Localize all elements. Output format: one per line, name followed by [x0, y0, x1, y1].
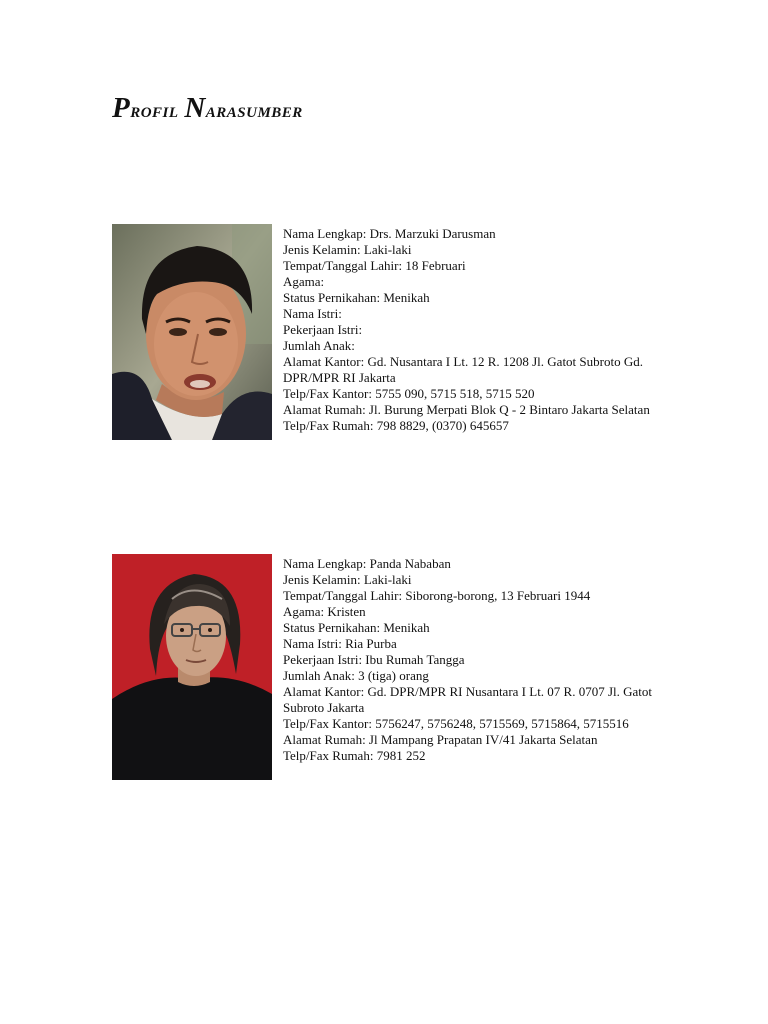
profile-line: Alamat Kantor: Gd. Nusantara I Lt. 12 R. 1208 Jl. Gatot Subroto Gd. DPR/MPR RI Jakarta [283, 354, 643, 385]
profile-line: Status Pernikahan: Menikah [283, 290, 430, 305]
profile-line: Pekerjaan Istri: [283, 322, 363, 337]
title-initial-2: N [184, 92, 206, 124]
profile-line: Tempat/Tanggal Lahir: 18 Februari [283, 258, 466, 273]
title-word-2: arasumber [205, 98, 303, 122]
profile-line: Nama Istri: Ria Purba [283, 636, 397, 651]
page-title [112, 92, 303, 125]
title-initial-1: P [112, 92, 131, 124]
profile-line: Telp/Fax Rumah: 798 8829, (0370) 645657 [283, 418, 509, 433]
profile-line: Telp/Fax Rumah: 7981 252 [283, 748, 426, 763]
profile-line: Status Pernikahan: Menikah [283, 620, 430, 635]
profile-line: Telp/Fax Kantor: 5755 090, 5715 518, 5715 520 [283, 386, 535, 401]
profile-line: Nama Istri: [283, 306, 342, 321]
profile-photo-1 [112, 224, 272, 440]
profile-line: Jenis Kelamin: Laki-laki [283, 242, 412, 257]
profile-line: Alamat Kantor: Gd. DPR/MPR RI Nusantara I Lt. 07 R. 0707 Jl. Gatot Subroto Jakarta [283, 684, 653, 715]
profile-line: Agama: [283, 274, 325, 289]
profile-line: Alamat Rumah: Jl Mampang Prapatan IV/41 Jakarta Selatan [283, 732, 598, 747]
title-word-1: rofil [130, 98, 179, 122]
profile-details-2 [283, 556, 663, 764]
profile-line: Agama: Kristen [283, 604, 366, 619]
profile-photo-2 [112, 554, 272, 780]
profile-line: Jenis Kelamin: Laki-laki [283, 572, 412, 587]
profile-line: Telp/Fax Kantor: 5756247, 5756248, 5715569, 5715864, 5715516 [283, 716, 629, 731]
profile-line: Jumlah Anak: [283, 338, 355, 353]
profile-line: Jumlah Anak: 3 (tiga) orang [283, 668, 429, 683]
profile-line: Nama Lengkap: Drs. Marzuki Darusman [283, 226, 496, 241]
profile-line: Pekerjaan Istri: Ibu Rumah Tangga [283, 652, 465, 667]
profile-details-1 [283, 226, 663, 434]
profile-line: Tempat/Tanggal Lahir: Siborong-borong, 13 Februari 1944 [283, 588, 591, 603]
profile-line: Alamat Rumah: Jl. Burung Merpati Blok Q - 2 Bintaro Jakarta Selatan [283, 402, 650, 417]
profile-line: Nama Lengkap: Panda Nababan [283, 556, 451, 571]
